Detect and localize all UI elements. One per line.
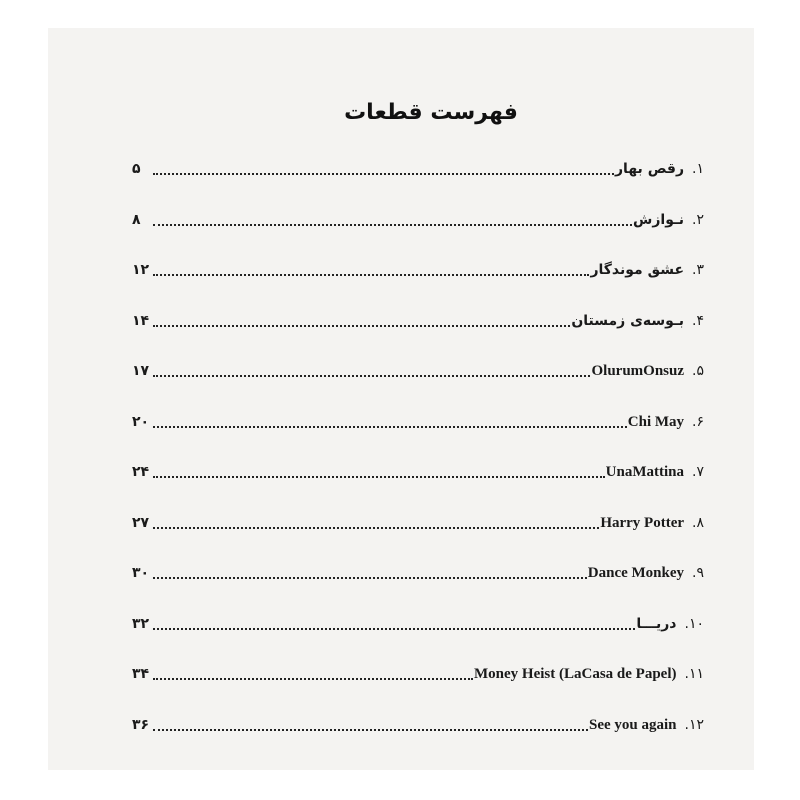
dot-leader [153,325,570,327]
entry-number: ۶. [692,413,704,430]
entry-page-number: ۳۰ [132,565,150,581]
entry-title: دریـــا [636,615,677,632]
entry-page-number: ۳۴ [132,666,150,682]
entry-title: رقص بهار [615,161,685,177]
dot-leader [153,375,590,377]
dot-leader [153,274,589,276]
entry-number: ۱۱. [684,666,704,682]
toc-entry [132,255,704,279]
entry-title: OlurumOnsuz [591,363,685,379]
entry-page-number: ۳۲ [132,615,150,632]
entry-page-number: ۵ [132,161,141,177]
dot-leader [153,628,635,630]
dot-leader [153,527,599,529]
toc-entry [132,457,704,481]
dot-leader [153,426,627,428]
toc-entry [132,154,704,178]
toc-title: فهرست قطعات [344,100,518,125]
entry-number: ۴. [692,312,704,329]
dot-leader [153,173,614,175]
toc-entry [132,609,704,633]
entry-number: ۷. [692,464,704,480]
entry-title: نـوازش [633,211,685,228]
dot-leader [153,577,587,579]
entry-title: Harry Potter [600,514,685,531]
toc-entry [132,508,704,532]
entry-number: ۳. [692,262,704,278]
dot-leader [153,729,588,731]
entry-title: عشق موندگار [590,262,685,278]
entry-title: UnaMattina [605,464,685,480]
entry-title: See you again [588,716,677,733]
entry-title: Dance Monkey [587,565,685,581]
entry-page-number: ۱۲ [132,262,150,278]
entry-number: ۹. [692,565,704,581]
toc-entry [132,306,704,330]
entry-number: ۱۰. [684,615,704,632]
entry-number: ۵. [692,363,704,379]
toc-entry [132,558,704,582]
entry-number: ۲. [692,211,704,228]
dot-leader [153,678,473,680]
entry-number: ۱. [692,161,704,177]
toc-entry [132,205,704,229]
dot-leader [153,476,605,478]
entry-page-number: ۱۴ [132,312,150,329]
entry-page-number: ۱۷ [132,363,150,379]
entry-page-number: ۸ [132,211,141,228]
toc-entry [132,659,704,683]
entry-number: ۱۲. [684,716,704,733]
toc-entry [132,356,704,380]
entry-title: بـوسه‌ی زمستان [571,312,685,329]
entry-number: ۸. [692,514,704,531]
toc-entry [132,407,704,431]
entry-page-number: ۲۰ [132,413,150,430]
toc-entry [132,710,704,734]
entry-title: Chi May [627,413,685,430]
dot-leader [153,224,632,226]
entry-page-number: ۳۶ [132,716,150,733]
entry-title: Money Heist (LaCasa de Papel) [474,666,677,682]
entry-page-number: ۲۴ [132,464,150,480]
entry-page-number: ۲۷ [132,514,150,531]
document-page [48,28,754,770]
